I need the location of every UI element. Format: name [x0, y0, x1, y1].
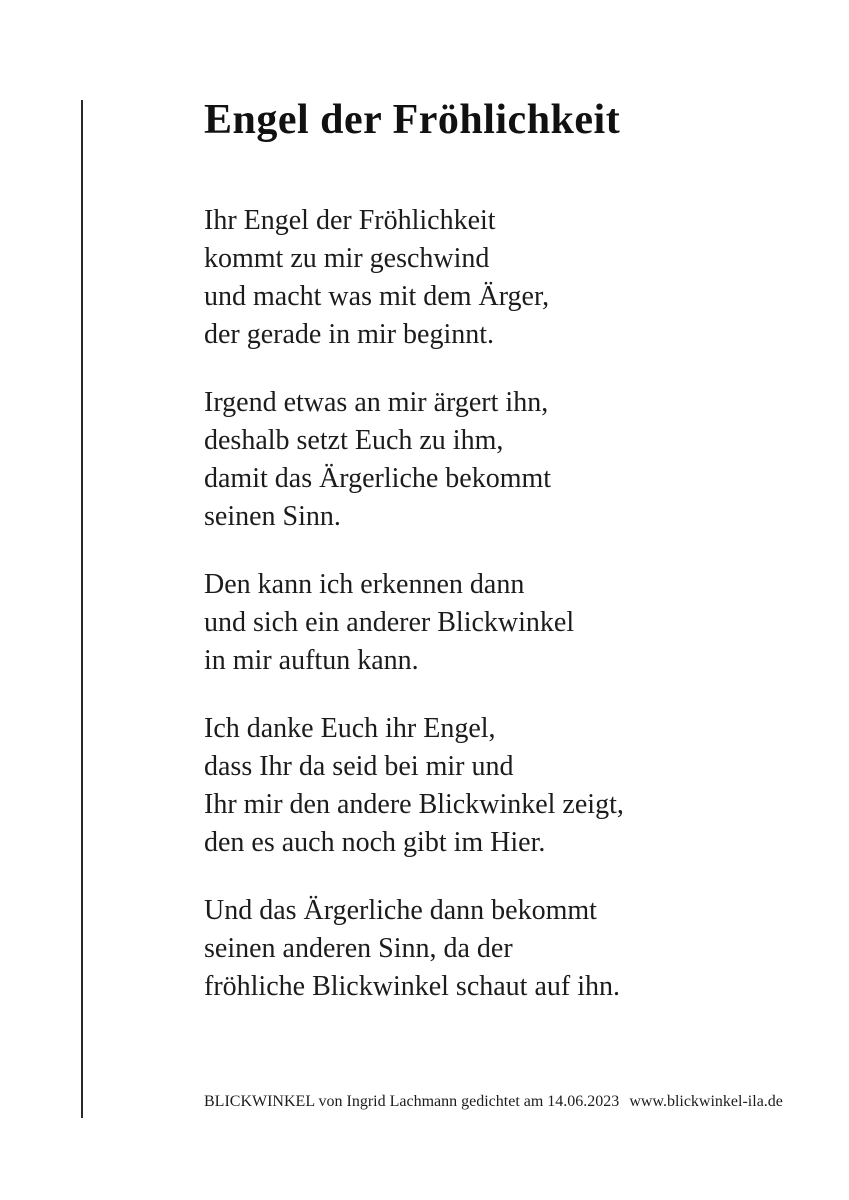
poem-line: und macht was mit dem Ärger, [204, 281, 550, 313]
poem-line: Ihr Engel der Fröhlichkeit [204, 205, 496, 237]
poem-line: deshalb setzt Euch zu ihm, [204, 425, 504, 457]
poem-stanza [204, 384, 804, 536]
poem-line: und sich ein anderer Blickwinkel [204, 607, 575, 639]
poem-stanza [204, 566, 804, 680]
footer-credit-line [204, 1092, 783, 1112]
poem-line: kommt zu mir geschwind [204, 243, 490, 275]
poem-line: Ihr mir den andere Blickwinkel zeigt, [204, 789, 624, 821]
poem-line: dass Ihr da seid bei mir und [204, 751, 514, 783]
poem-line: seinen anderen Sinn, da der [204, 933, 513, 965]
poem-line: Irgend etwas an mir ärgert ihn, [204, 387, 549, 419]
poem-body [204, 202, 804, 1006]
poem-stanza [204, 202, 804, 354]
poem-stanza [204, 892, 804, 1006]
footer-website: www.blickwinkel-ila.de [629, 1093, 783, 1110]
poem-line: Und das Ärgerliche dann bekommt [204, 895, 597, 927]
poem-line: damit das Ärgerliche bekommt [204, 463, 552, 495]
poem-line: in mir auftun kann. [204, 645, 419, 677]
poem-line: fröhliche Blickwinkel schaut auf ihn. [204, 971, 620, 1003]
left-margin-rule [81, 100, 83, 1118]
poem-line: Ich danke Euch ihr Engel, [204, 713, 496, 745]
poem-line: der gerade in mir beginnt. [204, 319, 495, 351]
poem-title: Engel der Fröhlichkeit [204, 97, 621, 143]
poem-line: seinen Sinn. [204, 501, 341, 533]
poem-line: den es auch noch gibt im Hier. [204, 827, 546, 859]
poem-line: Den kann ich erkennen dann [204, 569, 525, 601]
poem-content [204, 98, 804, 1036]
poem-stanza [204, 710, 804, 862]
footer-credit-text: BLICKWINKEL von Ingrid Lachmann gedichtet am 14.06.2023 [204, 1093, 620, 1110]
